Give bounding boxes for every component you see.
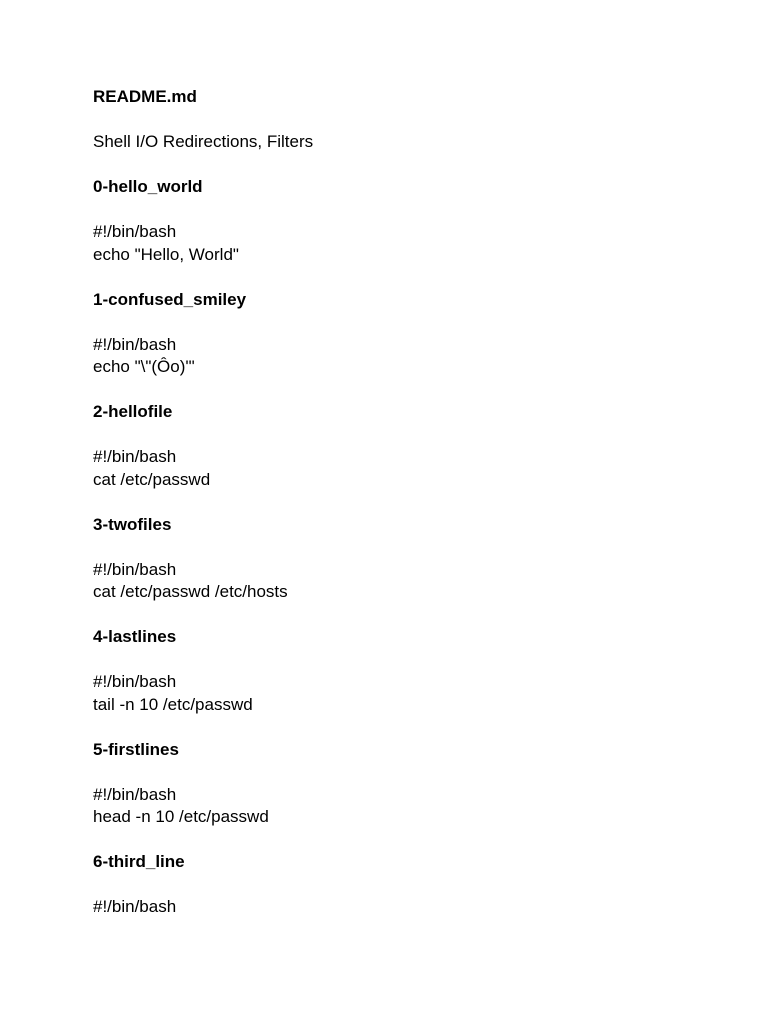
section-0-hello-world bbox=[93, 176, 713, 289]
document-title: README.md bbox=[93, 87, 197, 106]
section-1-confused-smiley bbox=[93, 289, 713, 402]
spacer bbox=[93, 379, 713, 402]
code-line: #!/bin/bash bbox=[93, 447, 177, 466]
code-line: cat /etc/passwd bbox=[93, 469, 211, 489]
section-2-hellofile bbox=[93, 401, 713, 514]
code-line: #!/bin/bash bbox=[93, 897, 177, 916]
spacer bbox=[93, 536, 713, 559]
spacer bbox=[93, 199, 713, 222]
spacer bbox=[93, 604, 713, 627]
code-line: echo "\"(Ôo)'" bbox=[93, 357, 195, 376]
spacer bbox=[93, 109, 713, 132]
section-5-firstlines bbox=[93, 739, 713, 852]
code-line: tail -n 10 /etc/passwd bbox=[93, 694, 253, 714]
code-line: #!/bin/bash bbox=[93, 559, 177, 579]
spacer bbox=[93, 311, 713, 334]
section-heading: 0-hello_world bbox=[93, 177, 203, 196]
section-6-third-line bbox=[93, 851, 713, 919]
spacer bbox=[93, 424, 713, 447]
section-4-lastlines bbox=[93, 626, 713, 739]
document-page bbox=[93, 86, 713, 919]
code-line: #!/bin/bash bbox=[93, 222, 177, 241]
section-heading: 4-lastlines bbox=[93, 627, 177, 646]
section-heading: 6-third_line bbox=[93, 852, 185, 871]
code-line: echo "Hello, World" bbox=[93, 244, 239, 264]
spacer bbox=[93, 266, 713, 289]
code-line: #!/bin/bash bbox=[93, 784, 177, 804]
spacer bbox=[93, 874, 713, 897]
section-heading: 1-confused_smiley bbox=[93, 289, 247, 309]
document-subtitle: Shell I/O Redirections, Filters bbox=[93, 132, 314, 151]
section-heading: 3-twofiles bbox=[93, 514, 172, 534]
section-3-twofiles bbox=[93, 514, 713, 627]
spacer bbox=[93, 829, 713, 852]
spacer bbox=[93, 649, 713, 672]
code-line: #!/bin/bash bbox=[93, 334, 177, 354]
spacer bbox=[93, 761, 713, 784]
spacer bbox=[93, 154, 713, 177]
code-line: head -n 10 /etc/passwd bbox=[93, 807, 269, 826]
spacer bbox=[93, 716, 713, 739]
spacer bbox=[93, 491, 713, 514]
section-heading: 5-firstlines bbox=[93, 739, 179, 759]
code-line: #!/bin/bash bbox=[93, 672, 177, 691]
code-line: cat /etc/passwd /etc/hosts bbox=[93, 582, 288, 601]
section-heading: 2-hellofile bbox=[93, 402, 173, 421]
